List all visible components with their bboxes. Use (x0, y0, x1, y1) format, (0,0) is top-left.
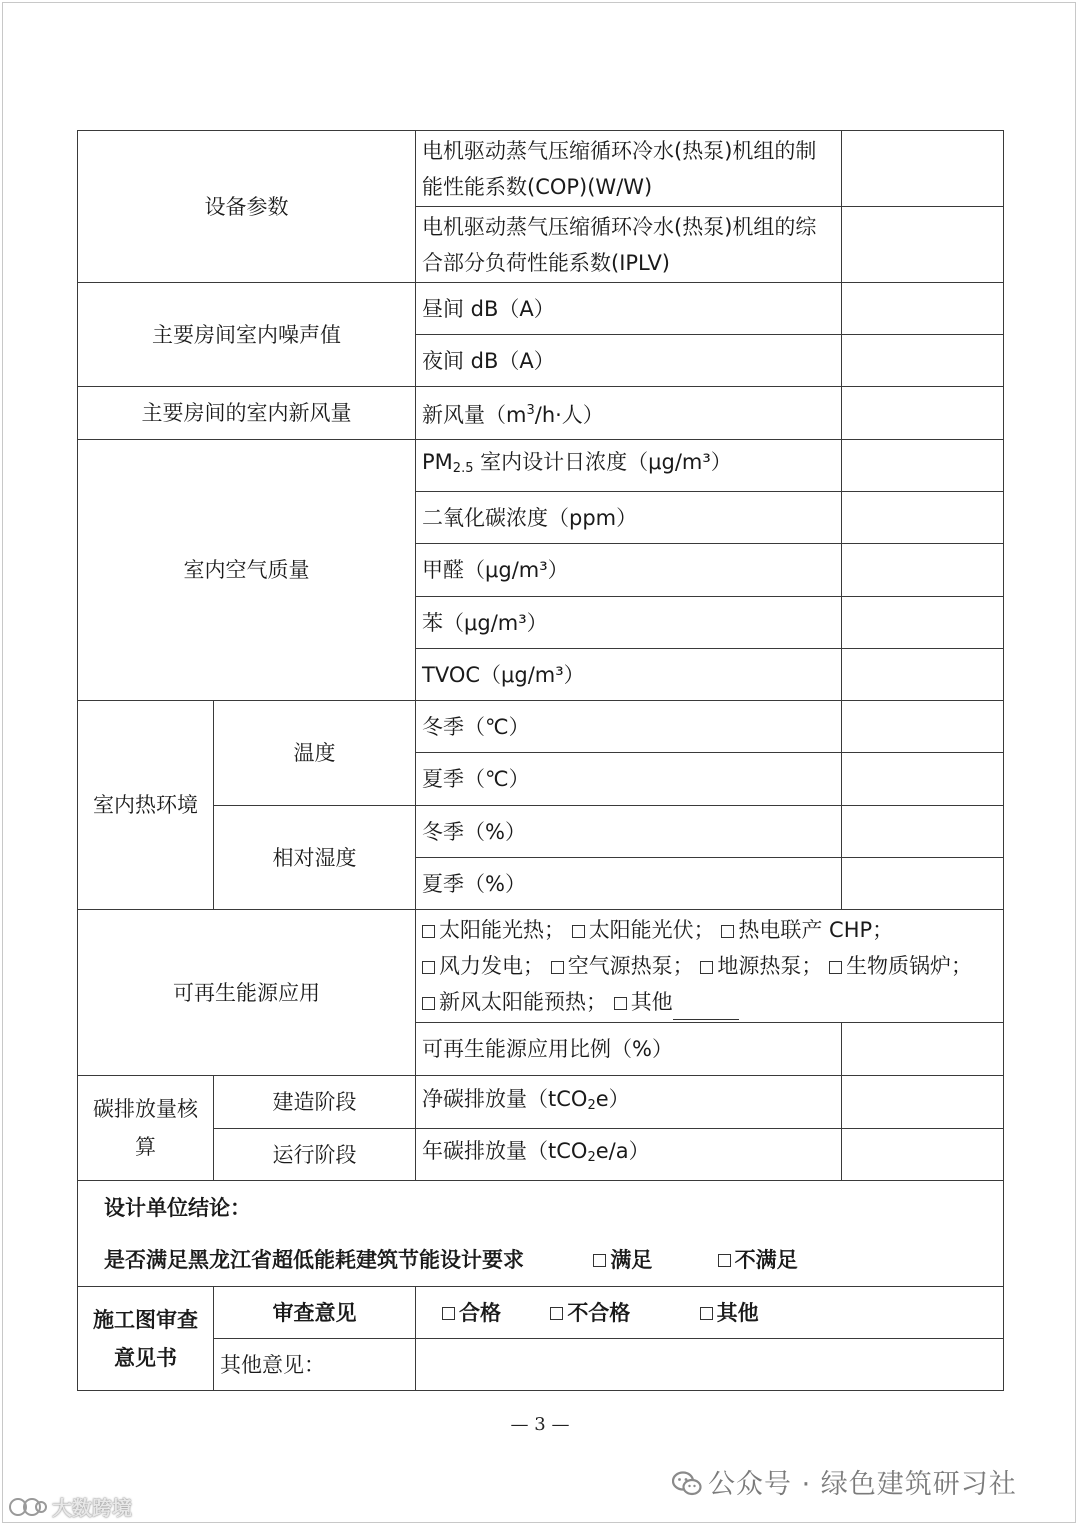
checkbox-icon[interactable] (829, 961, 842, 974)
pm-sub: 2.5 (452, 461, 474, 476)
temp-summer-item: 夏季（℃） (416, 753, 842, 806)
table-row (78, 283, 1004, 335)
formaldehyde-item: 甲醛（μg/m³） (416, 544, 842, 597)
iplv-item: 电机驱动蒸气压缩循环冷水(热泵)机组的综合部分负荷性能系数(IPLV) (416, 207, 842, 283)
checkbox-icon[interactable] (442, 1307, 455, 1320)
not-satisfied-option[interactable]: 不满足 (718, 1248, 798, 1272)
fail-option[interactable]: 不合格 (550, 1301, 630, 1325)
benzene-item: 苯（μg/m³） (416, 597, 842, 649)
run-stage-item: 年碳排放量（tCO$_2$e/a） (416, 1129, 842, 1181)
design-conclusion (78, 1181, 1004, 1287)
fresh-air-value-cell[interactable] (842, 387, 1004, 440)
table-row (78, 1287, 1004, 1339)
build-stage-label: 建造阶段 (214, 1076, 416, 1129)
renewable-ratio-value-cell[interactable] (842, 1023, 1004, 1076)
thermal-label: 室内热环境 (78, 701, 214, 910)
noise-day-value-cell[interactable] (842, 283, 1004, 335)
fresh-air-suffix: /h·人） (534, 403, 604, 427)
cop-value-cell[interactable] (842, 131, 1004, 207)
cop-item: 电机驱动蒸气压缩循环冷水(热泵)机组的制能性能系数(COP)(W/W) (416, 131, 842, 207)
watermark-right-text: 公众号 · 绿色建筑研习社 (708, 1469, 1017, 1500)
table-row (78, 1076, 1004, 1129)
pm-prefix: PM (422, 450, 453, 474)
review-opinion-label: 审查意见 (214, 1287, 416, 1339)
checkbox-icon[interactable] (700, 961, 713, 974)
co2-value-cell[interactable] (842, 492, 1004, 544)
table-row (78, 701, 1004, 753)
fresh-air-sup: 3 (526, 403, 535, 418)
checkbox-icon[interactable] (550, 1307, 563, 1320)
other-opinion-value-cell[interactable] (416, 1339, 1004, 1391)
checkbox-icon[interactable] (422, 961, 435, 974)
iplv-value-cell[interactable] (842, 207, 1004, 283)
table-row (78, 131, 1004, 207)
checkbox-icon[interactable] (422, 997, 435, 1010)
tvoc-item: TVOC（μg/m³） (416, 649, 842, 701)
equipment-label: 设备参数 (78, 131, 416, 283)
renewable-options (416, 910, 1004, 1023)
carbon-label: 碳排放量核算 (78, 1076, 214, 1181)
run-stage-value-cell[interactable] (842, 1129, 1004, 1181)
renewable-option-biomass-boiler[interactable]: 生物质锅炉； (829, 948, 972, 984)
review-label: 施工图审查意见书 (78, 1287, 214, 1391)
build-stage-value-cell[interactable] (842, 1076, 1004, 1129)
noise-night-item: 夜间 dB（A） (416, 335, 842, 387)
build-stage-item: 净碳排放量（tCO$_2$e） (416, 1076, 842, 1129)
satisfied-option[interactable]: 满足 (593, 1248, 652, 1272)
other-option[interactable]: 其他 (700, 1301, 759, 1325)
noise-night-value-cell[interactable] (842, 335, 1004, 387)
table-row (78, 910, 1004, 1023)
temperature-label: 温度 (214, 701, 416, 806)
watermark-left-text: 大数跨境 (52, 1496, 132, 1520)
renewable-option-air-source-heat-pump[interactable]: 空气源热泵； (551, 948, 694, 984)
renewable-label: 可再生能源应用 (78, 910, 416, 1076)
watermark-left (8, 1492, 132, 1523)
watermark-right (672, 1462, 1017, 1501)
pass-option[interactable]: 合格 (442, 1301, 501, 1325)
wechat-icon (672, 1471, 702, 1497)
renewable-option-ground-source-heat-pump[interactable]: 地源热泵； (700, 948, 822, 984)
other-opinion-label: 其他意见： (214, 1339, 416, 1391)
checkbox-icon[interactable] (614, 997, 627, 1010)
fresh-air-prefix: 新风量（m (422, 403, 527, 427)
watermark-logo-icon (8, 1496, 48, 1523)
checkbox-icon[interactable] (422, 925, 435, 938)
checkbox-icon[interactable] (572, 925, 585, 938)
co2-item: 二氧化碳浓度（ppm） (416, 492, 842, 544)
temp-winter-value-cell[interactable] (842, 701, 1004, 753)
hum-summer-value-cell[interactable] (842, 858, 1004, 910)
checkbox-icon[interactable] (593, 1254, 606, 1267)
table-row (78, 440, 1004, 492)
conclusion-title: 设计单位结论： (104, 1195, 251, 1220)
tvoc-value-cell[interactable] (842, 649, 1004, 701)
review-options (416, 1287, 1004, 1339)
run-stage-label: 运行阶段 (214, 1129, 416, 1181)
conclusion-question-line (104, 1234, 997, 1286)
hum-summer-item: 夏季（%） (416, 858, 842, 910)
temp-winter-item: 冬季（℃） (416, 701, 842, 753)
conclusion-question: 是否满足黑龙江省超低能耗建筑节能设计要求 (104, 1247, 524, 1272)
renewable-option-solar-thermal[interactable]: 太阳能光热； (422, 912, 565, 948)
page-number: — 3 — (510, 1414, 570, 1435)
pm25-value-cell[interactable] (842, 440, 1004, 492)
table-row (78, 1181, 1004, 1287)
humidity-label: 相对湿度 (214, 806, 416, 910)
table-row (78, 806, 1004, 858)
checkbox-icon[interactable] (721, 925, 734, 938)
noise-label: 主要房间室内噪声值 (78, 283, 416, 387)
energy-design-form-table (77, 130, 1004, 1391)
noise-day-item: 昼间 dB（A） (416, 283, 842, 335)
hum-winter-item: 冬季（%） (416, 806, 842, 858)
fresh-air-label: 主要房间的室内新风量 (78, 387, 416, 440)
other-blank-field[interactable] (673, 993, 739, 1020)
renewable-option-wind[interactable]: 风力发电； (422, 948, 544, 984)
checkbox-icon[interactable] (718, 1254, 731, 1267)
table-row (78, 1339, 1004, 1391)
air-quality-label: 室内空气质量 (78, 440, 416, 701)
fresh-air-item (416, 387, 842, 440)
table-row (78, 387, 1004, 440)
temp-summer-value-cell[interactable] (842, 753, 1004, 806)
benzene-value-cell[interactable] (842, 597, 1004, 649)
pm-suffix: 室内设计日浓度（μg/m³） (473, 450, 732, 474)
checkbox-icon[interactable] (700, 1307, 713, 1320)
renewable-ratio-item: 可再生能源应用比例（%） (416, 1023, 842, 1076)
checkbox-icon[interactable] (551, 961, 564, 974)
table-row (78, 1129, 1004, 1181)
renewable-option-chp[interactable]: 热电联产 CHP； (721, 912, 893, 948)
renewable-option-solar-preheat[interactable]: 新风太阳能预热； (422, 984, 607, 1020)
formaldehyde-value-cell[interactable] (842, 544, 1004, 597)
pm25-item (416, 440, 842, 492)
renewable-option-other[interactable]: 其他 (614, 984, 739, 1020)
renewable-option-solar-pv[interactable]: 太阳能光伏； (572, 912, 715, 948)
hum-winter-value-cell[interactable] (842, 806, 1004, 858)
